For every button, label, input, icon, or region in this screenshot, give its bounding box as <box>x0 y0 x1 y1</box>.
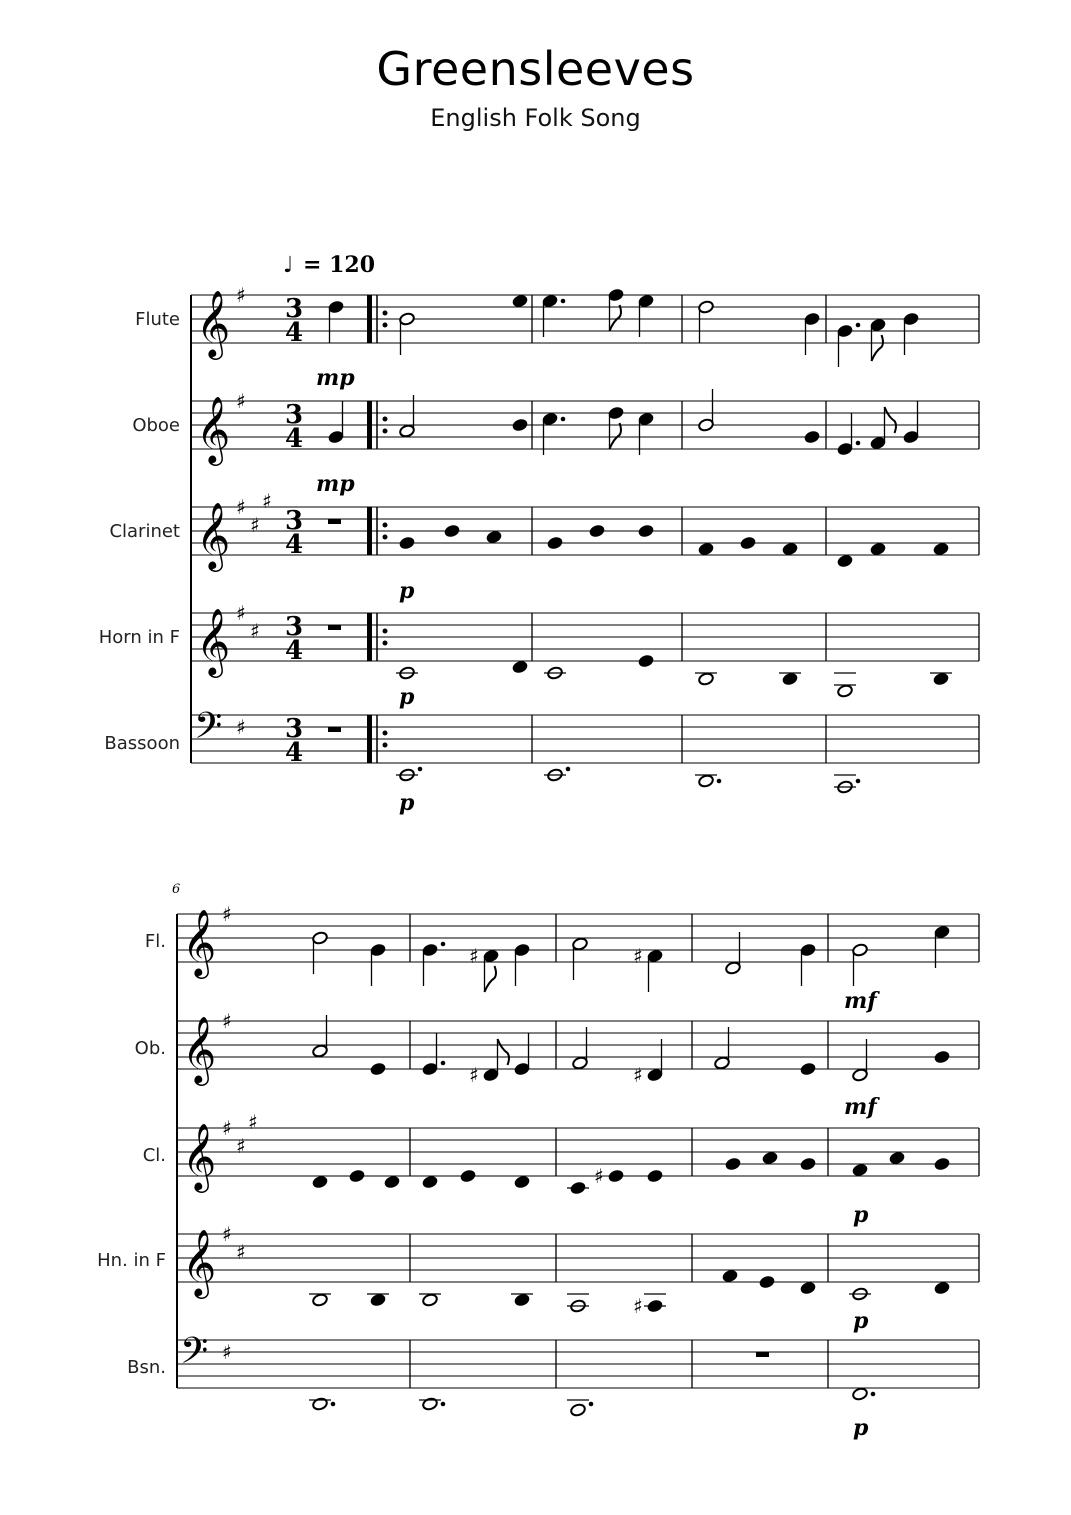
quarter-note <box>933 542 950 556</box>
quarter-note <box>370 1062 387 1076</box>
quarter-note <box>633 944 663 992</box>
eighth-note <box>469 1039 509 1087</box>
svg-text:4: 4 <box>285 738 304 768</box>
quarter-note <box>800 1281 817 1295</box>
sharp-icon: ♯ <box>250 619 260 643</box>
quarter-note <box>384 1175 401 1189</box>
quarter-note <box>589 524 606 538</box>
treble-clef-icon: 𝄞 <box>182 1015 217 1083</box>
svg-text:3: 3 <box>285 612 304 642</box>
quarter-note <box>422 1175 439 1189</box>
quarter-note <box>512 418 529 432</box>
half-note <box>698 300 715 343</box>
quarter-note <box>638 524 655 538</box>
quarter-note <box>422 942 446 986</box>
quarter-note <box>930 672 952 686</box>
sharp-icon: ♯ <box>236 601 246 625</box>
dynamic-p: p <box>853 1308 869 1334</box>
sharp-icon: ♯ <box>248 1110 258 1134</box>
quarter-note <box>514 1033 531 1076</box>
tempo-marking: = 120 <box>303 252 376 278</box>
sharp-icon: ♯ <box>469 944 479 968</box>
quarter-note <box>367 1293 389 1307</box>
quarter-note <box>804 430 821 444</box>
eighth-note <box>608 288 625 331</box>
quarter-note <box>722 1269 739 1283</box>
quarter-note <box>852 1163 869 1177</box>
sharp-icon: ♯ <box>594 1164 604 1188</box>
quarter-note <box>444 524 461 538</box>
dynamic-mp: mp <box>316 365 355 391</box>
half-note <box>312 931 329 974</box>
half-note <box>567 1294 589 1313</box>
quarter-note <box>399 536 416 550</box>
sharp-icon: ♯ <box>633 1063 643 1087</box>
sharp-icon: ♯ <box>236 495 246 519</box>
quarter-note <box>800 1157 817 1171</box>
instrument-name-oboe: Oboe <box>132 415 180 436</box>
quarter-note <box>800 943 817 986</box>
quarter-note <box>633 1294 666 1318</box>
quarter-note <box>647 1169 664 1183</box>
quarter-note <box>328 401 345 444</box>
quarter-note <box>312 1175 329 1189</box>
sharp-icon: ♯ <box>222 1340 232 1364</box>
svg-text:3: 3 <box>285 294 304 324</box>
sharp-icon: ♯ <box>236 389 246 413</box>
dynamic-mp: mp <box>316 471 355 497</box>
treble-clef-icon: 𝄞 <box>196 607 231 675</box>
half-note <box>834 673 856 698</box>
half-note <box>572 937 589 980</box>
half-note <box>849 1287 871 1301</box>
barlines <box>410 914 979 1388</box>
half-note <box>695 774 721 788</box>
sharp-icon: ♯ <box>250 513 260 537</box>
quarter-note <box>762 1151 779 1165</box>
half-note <box>695 672 717 686</box>
quarter-note <box>934 1157 951 1171</box>
quarter-note <box>779 672 801 686</box>
quarter-note <box>782 542 799 556</box>
notes-system-1 <box>328 288 952 794</box>
sharp-icon: ♯ <box>236 1134 246 1158</box>
dynamic-p: p <box>853 1202 869 1228</box>
time-signature <box>285 294 303 768</box>
half-note <box>396 767 422 782</box>
bass-clef-icon: 𝄢 <box>180 1330 209 1381</box>
treble-clef-icon: 𝄞 <box>182 908 217 976</box>
dynamic-p: p <box>399 684 415 710</box>
half-note <box>852 943 869 986</box>
quarter-note <box>903 401 920 444</box>
quarter-note <box>837 323 861 367</box>
quarter-note <box>511 1293 533 1307</box>
sharp-icon: ♯ <box>222 1222 232 1246</box>
instrument-name-flute: Flute <box>135 309 180 330</box>
quarter-note <box>870 542 887 556</box>
whole-rest <box>756 1352 769 1357</box>
svg-text:3: 3 <box>285 506 304 536</box>
dynamic-mf: mf <box>844 1094 877 1120</box>
sharp-icon: ♯ <box>222 1116 232 1140</box>
quarter-note <box>514 943 531 986</box>
dynamic-p: p <box>399 790 415 816</box>
tempo-note-symbol: ♩ <box>283 252 294 278</box>
quarter-note <box>725 1157 742 1171</box>
svg-text:3: 3 <box>285 400 304 430</box>
quarter-note <box>934 1281 951 1295</box>
quarter-note <box>328 300 345 343</box>
sharp-icon: ♯ <box>633 1294 643 1318</box>
staff-oboe-1 <box>191 401 979 449</box>
quarter-note <box>740 536 757 550</box>
half-note <box>852 1387 876 1401</box>
quarter-note <box>547 536 564 550</box>
quarter-note <box>594 1164 624 1188</box>
quarter-note <box>486 530 503 544</box>
instrument-name-clarinet: Clarinet <box>109 521 180 542</box>
eighth-note <box>870 318 887 361</box>
quarter-note <box>804 312 821 355</box>
sharp-icon: ♯ <box>236 1240 246 1264</box>
quarter-note <box>934 1050 951 1064</box>
quarter-note <box>638 654 655 668</box>
svg-text:4: 4 <box>285 636 304 666</box>
sharp-icon: ♯ <box>469 1063 479 1087</box>
quarter-note <box>422 1033 446 1076</box>
treble-clef-icon: 𝄞 <box>196 501 231 569</box>
quarter-note <box>633 1039 663 1087</box>
quarter-note <box>349 1169 366 1183</box>
eighth-note <box>608 406 625 449</box>
half-note <box>309 1293 331 1307</box>
half-note <box>309 1397 335 1411</box>
sharp-icon: ♯ <box>633 944 643 968</box>
half-note <box>396 666 418 680</box>
system-1 <box>99 252 979 816</box>
svg-text:4: 4 <box>285 318 304 348</box>
quarter-note <box>837 413 861 456</box>
quarter-note <box>800 1062 817 1076</box>
quarter-note <box>889 1151 906 1165</box>
staff-bassoon-1 <box>191 715 979 763</box>
half-note <box>567 1400 593 1417</box>
score-title: Greensleeves <box>376 42 695 96</box>
treble-clef-icon: 𝄞 <box>182 1122 217 1190</box>
svg-text:3: 3 <box>285 714 304 744</box>
eighth-note <box>469 944 499 992</box>
half-note <box>419 1293 441 1307</box>
sharp-icon: ♯ <box>236 715 246 739</box>
quarter-note <box>903 312 920 355</box>
instrument-name-flute-short: Fl. <box>144 931 166 952</box>
svg-text:4: 4 <box>285 530 304 560</box>
half-note <box>544 666 566 680</box>
staff-horn-2 <box>177 1234 979 1282</box>
half-note <box>698 389 715 432</box>
system-2 <box>97 882 979 1441</box>
sharp-icon: ♯ <box>236 283 246 307</box>
sharp-icon: ♯ <box>222 1009 232 1033</box>
instrument-name-bassoon: Bassoon <box>104 733 180 754</box>
quarter-note <box>512 294 529 308</box>
quarter-note <box>837 554 854 568</box>
instrument-name-bassoon-short: Bsn. <box>127 1357 166 1378</box>
score-subtitle: English Folk Song <box>430 104 641 132</box>
half-note <box>399 312 416 355</box>
repeat-start-barline <box>367 295 388 763</box>
dynamic-p: p <box>399 578 415 604</box>
quarter-note <box>759 1275 776 1289</box>
sharp-icon: ♯ <box>262 489 272 513</box>
instrument-name-horn: Horn in F <box>98 627 180 648</box>
quarter-note <box>370 943 387 986</box>
bass-clef-icon: 𝄢 <box>194 705 223 756</box>
quarter-note <box>514 1175 531 1189</box>
instrument-name-clarinet-short: Cl. <box>142 1145 166 1166</box>
quarter-note <box>567 1181 589 1195</box>
measure-number: 6 <box>172 882 181 897</box>
staff-bassoon-2 <box>177 1340 979 1388</box>
quarter-note <box>460 1169 477 1183</box>
half-note <box>419 1397 445 1411</box>
quarter-note <box>512 660 529 674</box>
sharp-icon: ♯ <box>222 902 232 926</box>
dynamic-mf: mf <box>844 988 877 1014</box>
instrument-name-horn-short: Hn. in F <box>97 1250 166 1271</box>
staff-horn-1 <box>191 613 979 661</box>
treble-clef-icon: 𝄞 <box>196 395 231 463</box>
instrument-name-oboe-short: Ob. <box>134 1038 166 1059</box>
half-note <box>544 767 570 782</box>
treble-clef-icon: 𝄞 <box>196 289 231 357</box>
staff-flute-1 <box>191 295 979 343</box>
treble-clef-icon: 𝄞 <box>182 1228 217 1296</box>
dynamic-p: p <box>853 1415 869 1441</box>
svg-text:4: 4 <box>285 424 304 454</box>
staff-clarinet-1 <box>191 507 979 555</box>
half-note <box>834 775 860 794</box>
whole-rest <box>328 519 341 732</box>
quarter-note <box>698 542 715 556</box>
